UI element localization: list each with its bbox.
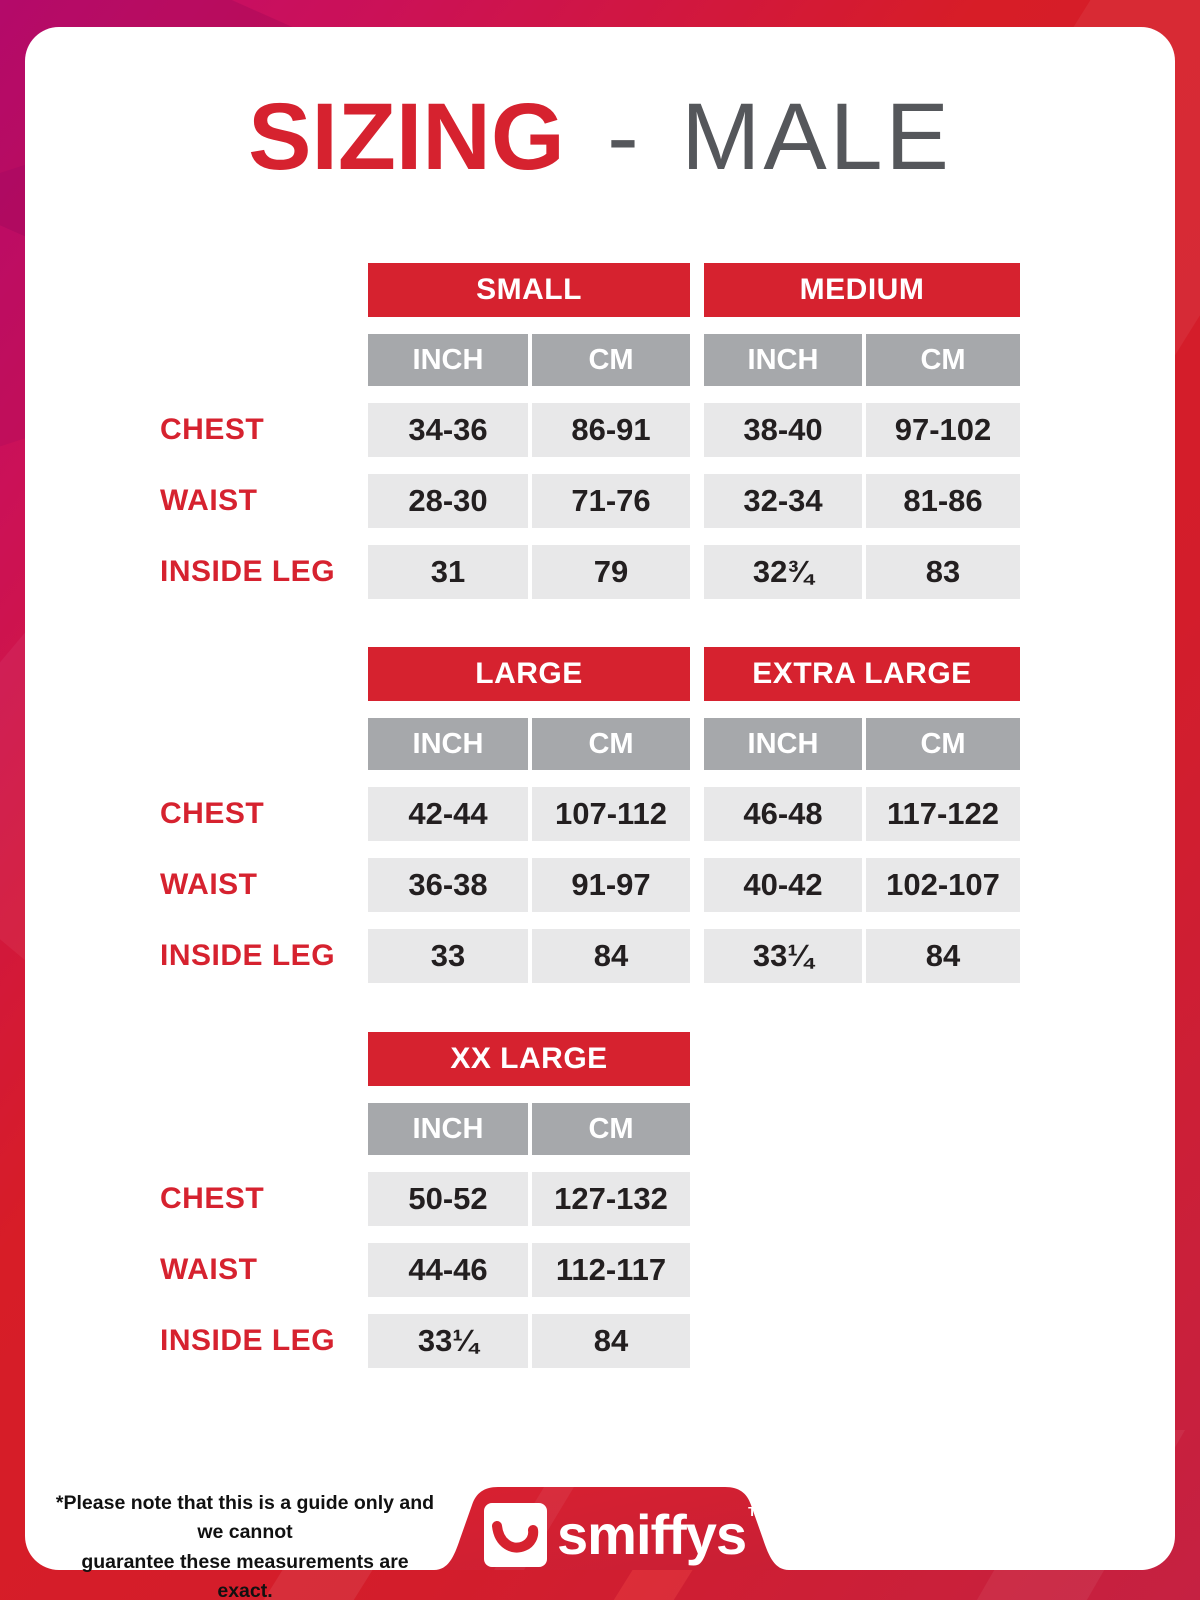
page-title (25, 85, 1175, 190)
smile-icon (484, 1503, 547, 1567)
cell-value: 71-76 (532, 474, 690, 528)
unit-header-inch: INCH (704, 718, 862, 770)
logo-row (484, 1502, 767, 1568)
unit-header-inch: INCH (704, 334, 862, 386)
row-label-waist: WAIST (160, 1253, 258, 1286)
cell-value: 86-91 (532, 403, 690, 457)
unit-header-cm: CM (866, 718, 1020, 770)
cell-value: 127-132 (532, 1172, 690, 1226)
unit-header-cm: CM (532, 1103, 690, 1155)
content-card (25, 27, 1175, 1600)
cell-value: 107-112 (532, 787, 690, 841)
brand-name: smiffys (557, 1503, 747, 1566)
unit-header-inch: INCH (368, 718, 528, 770)
cell-value: 91-97 (532, 858, 690, 912)
title-primary: SIZING (248, 84, 565, 190)
row-label-chest: CHEST (160, 413, 265, 446)
unit-header-cm: CM (532, 718, 690, 770)
row-label-inside-leg: INSIDE LEG (160, 1324, 336, 1357)
cell-value: 36-38 (368, 858, 528, 912)
cell-value: 38-40 (704, 403, 862, 457)
unit-header-inch: INCH (368, 1103, 528, 1155)
trademark-label: TM (748, 1504, 767, 1519)
row-label-waist: WAIST (160, 868, 258, 901)
cell-value: 28-30 (368, 474, 528, 528)
cell-value: 33¼ (704, 929, 862, 983)
row-label-waist: WAIST (160, 484, 258, 517)
cell-value: 50-52 (368, 1172, 528, 1226)
cell-value: 46-48 (704, 787, 862, 841)
cell-value: 84 (532, 1314, 690, 1368)
cell-value: 44-46 (368, 1243, 528, 1297)
cell-value: 40-42 (704, 858, 862, 912)
cell-value: 84 (866, 929, 1020, 983)
cell-value: 97-102 (866, 403, 1020, 457)
row-label-inside-leg: INSIDE LEG (160, 555, 336, 588)
cell-value: 102-107 (866, 858, 1020, 912)
cell-value: 32¾ (704, 545, 862, 599)
size-header-extra-large: EXTRA LARGE (704, 647, 1020, 701)
size-header-medium: MEDIUM (704, 263, 1020, 317)
cell-value: 33¼ (368, 1314, 528, 1368)
title-separator: - (607, 84, 639, 190)
cell-value: 33 (368, 929, 528, 983)
footer-note (55, 1489, 435, 1600)
footer-note-line1: *Please note that this is a guide only and we cannot (55, 1492, 435, 1544)
unit-header-inch: INCH (368, 334, 528, 386)
row-label-chest: CHEST (160, 797, 265, 830)
cell-value: 42-44 (368, 787, 528, 841)
brand-logo (434, 1485, 789, 1570)
cell-value: 31 (368, 545, 528, 599)
cell-value: 32-34 (704, 474, 862, 528)
cell-value: 34-36 (368, 403, 528, 457)
size-header-small: SMALL (368, 263, 690, 317)
size-header-xx-large: XX LARGE (368, 1032, 690, 1086)
cell-value: 112-117 (532, 1243, 690, 1297)
row-label-inside-leg: INSIDE LEG (160, 939, 336, 972)
cell-value: 84 (532, 929, 690, 983)
title-secondary: MALE (681, 84, 952, 190)
cell-value: 81-86 (866, 474, 1020, 528)
row-label-chest: CHEST (160, 1182, 265, 1215)
size-header-large: LARGE (368, 647, 690, 701)
footer-note-line2: guarantee these measurements are exact. (81, 1550, 409, 1600)
cell-value: 117-122 (866, 787, 1020, 841)
unit-header-cm: CM (866, 334, 1020, 386)
cell-value: 79 (532, 545, 690, 599)
unit-header-cm: CM (532, 334, 690, 386)
cell-value: 83 (866, 545, 1020, 599)
